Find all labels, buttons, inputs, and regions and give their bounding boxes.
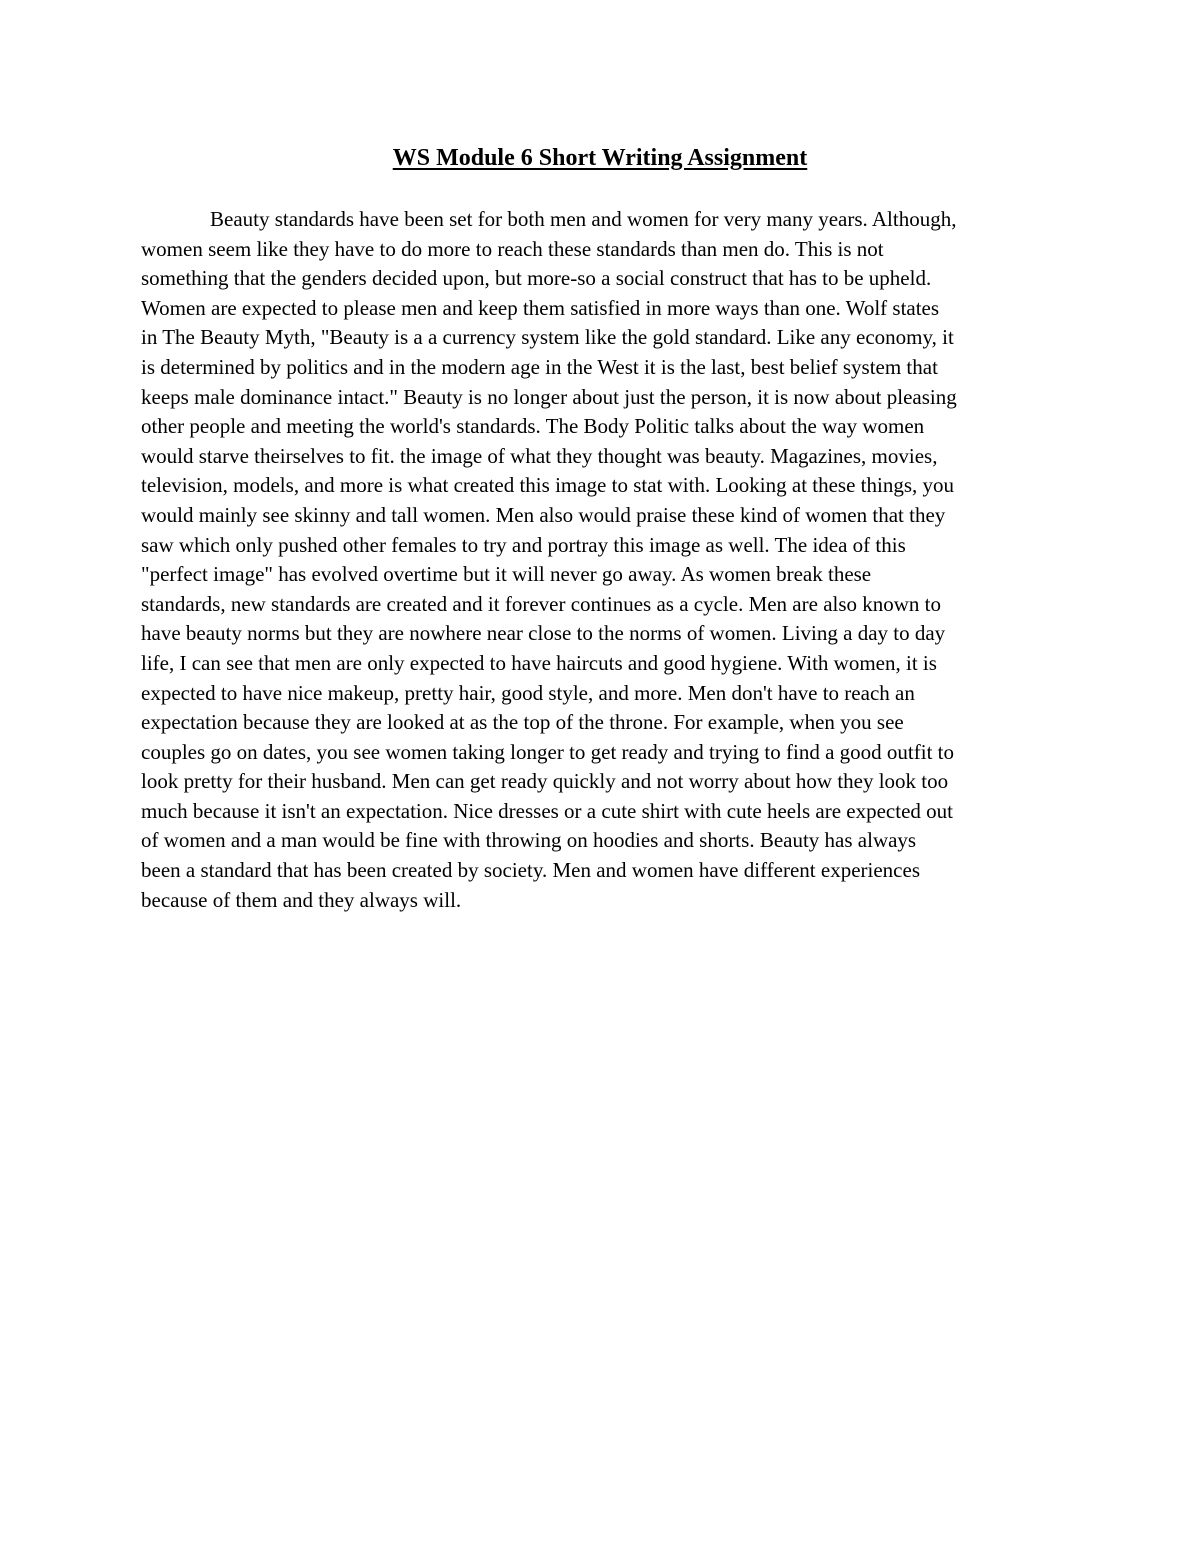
body-line: of women and a man would be fine with throwing on hoodies and shorts. Beauty has always xyxy=(141,828,917,853)
body-line: would mainly see skinny and tall women. Men also would praise these kind of women that they xyxy=(141,502,946,527)
document-body xyxy=(141,205,1061,915)
body-line: women seem like they have to do more to reach these standards than men do. This is not xyxy=(141,236,884,261)
body-line: other people and meeting the world's standards. The Body Politic talks about the way women xyxy=(141,414,925,439)
body-line: "perfect image" has evolved overtime but it will never go away. As women break these xyxy=(141,562,872,587)
body-line: expected to have nice makeup, pretty hair, good style, and more. Men don't have to reach an xyxy=(141,680,915,705)
body-line: been a standard that has been created by society. Men and women have different experiences xyxy=(141,858,920,883)
body-line: television, models, and more is what created this image to stat with. Looking at these things, you xyxy=(141,473,955,498)
body-line: keeps male dominance intact." Beauty is no longer about just the person, it is now about pleasing xyxy=(141,384,957,409)
body-line: couples go on dates, you see women taking longer to get ready and trying to find a good outfit to xyxy=(141,739,954,764)
body-line: Beauty standards have been set for both men and women for very many years. Although, xyxy=(210,207,957,231)
body-line: because of them and they always will. xyxy=(141,887,462,912)
body-line: Women are expected to please men and keep them satisfied in more ways than one. Wolf states xyxy=(141,295,940,320)
body-line: life, I can see that men are only expected to have haircuts and good hygiene. With women, it is xyxy=(141,650,937,675)
body-line: in The Beauty Myth, "Beauty is a a currency system like the gold standard. Like any economy, it xyxy=(141,325,954,350)
body-line: something that the genders decided upon, but more-so a social construct that has to be upheld. xyxy=(141,266,932,291)
body-line: is determined by politics and in the modern age in the West it is the last, best belief system that xyxy=(141,354,938,379)
body-line: much because it isn't an expectation. Nice dresses or a cute shirt with cute heels are expected out xyxy=(141,798,953,823)
body-line: saw which only pushed other females to try and portray this image as well. The idea of this xyxy=(141,532,906,557)
body-line: would starve theirselves to fit. the image of what they thought was beauty. Magazines, movies, xyxy=(141,443,938,468)
body-line: expectation because they are looked at as the top of the throne. For example, when you see xyxy=(141,710,904,735)
body-line: standards, new standards are created and it forever continues as a cycle. Men are also known to xyxy=(141,591,942,616)
body-line: have beauty norms but they are nowhere near close to the norms of women. Living a day to day xyxy=(141,621,946,646)
body-line: look pretty for their husband. Men can get ready quickly and not worry about how they look too xyxy=(141,769,949,794)
document-title: WS Module 6 Short Writing Assignment xyxy=(392,145,808,171)
